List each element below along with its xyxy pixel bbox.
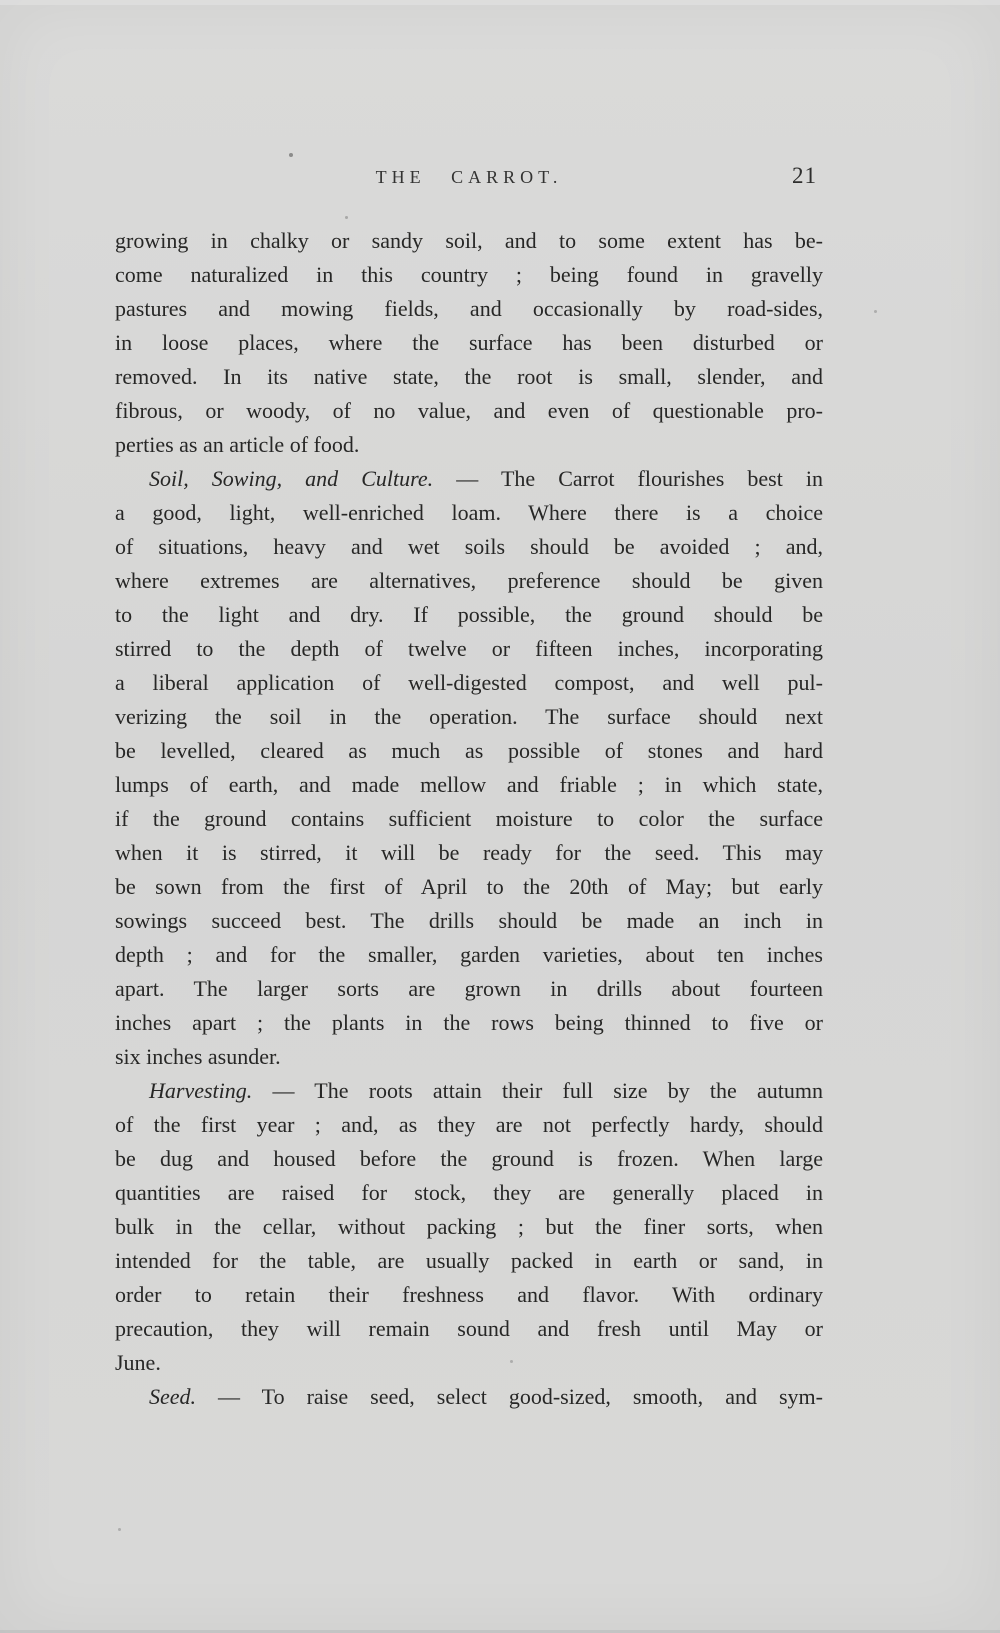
running-head-title: THE CARROT. [375, 167, 563, 187]
text-line: depth ; and for the smaller, garden varieties, about ten inches [115, 942, 823, 967]
text-line: June. [115, 1350, 161, 1375]
text-line: if the ground contains sufficient moisture to color the surface [115, 806, 823, 831]
section-lead-italic: Seed. [149, 1384, 197, 1409]
text-line: bulk in the cellar, without packing ; but the finer sorts, when [115, 1214, 823, 1239]
text-line: in loose places, where the surface has been disturbed or [115, 330, 823, 355]
text-line: come naturalized in this country ; being found in gravelly [115, 262, 823, 287]
text-line: sowings succeed best. The drills should be made an inch in [115, 908, 823, 933]
text-line: inches apart ; the plants in the rows being thinned to five or [115, 1010, 823, 1035]
text-line: a liberal application of well-digested compost, and well pul- [115, 670, 823, 695]
text-line: stirred to the depth of twelve or fifteen inches, incorporating [115, 636, 823, 661]
text-line: apart. The larger sorts are grown in drills about fourteen [115, 976, 823, 1001]
text-line: Seed. — To raise seed, select good-sized, smooth, and sym- [149, 1384, 823, 1409]
paragraph [115, 462, 823, 1074]
text-line: Harvesting. — The roots attain their full size by the autumn [149, 1078, 823, 1103]
text-line: when it is stirred, it will be ready for the seed. This may [115, 840, 823, 865]
scan-edge-top [0, 0, 1000, 5]
section-lead-italic: Harvesting. [149, 1078, 253, 1103]
text-line: fibrous, or woody, of no value, and even of questionable pro- [115, 398, 823, 423]
section-lead-italic: Soil, Sowing, and Culture. [149, 466, 434, 491]
text-line: of situations, heavy and wet soils should be avoided ; and, [115, 534, 823, 559]
text-line: be levelled, cleared as much as possible of stones and hard [115, 738, 823, 763]
text-line: Soil, Sowing, and Culture. — The Carrot flourishes best in [149, 466, 823, 491]
text-line: where extremes are alternatives, preference should be given [115, 568, 823, 593]
page-header [115, 163, 823, 193]
scan-speck [289, 153, 293, 157]
text-line: intended for the table, are usually packed in earth or sand, in [115, 1248, 823, 1273]
paragraph [115, 1074, 823, 1380]
text-line: a good, light, well-enriched loam. Where there is a choice [115, 500, 823, 525]
text-line: be sown from the first of April to the 20th of May; but early [115, 874, 823, 899]
text-line: verizing the soil in the operation. The surface should next [115, 704, 823, 729]
text-line: to the light and dry. If possible, the ground should be [115, 602, 823, 627]
text-line: six inches asunder. [115, 1044, 281, 1069]
text-line: order to retain their freshness and flavor. With ordinary [115, 1282, 823, 1307]
text-line: be dug and housed before the ground is frozen. When large [115, 1146, 823, 1171]
text-line: lumps of earth, and made mellow and friable ; in which state, [115, 772, 823, 797]
text-line: of the first year ; and, as they are not perfectly hardy, should [115, 1112, 823, 1137]
text-line: removed. In its native state, the root is small, slender, and [115, 364, 823, 389]
page-number: 21 [792, 163, 817, 188]
paragraph [115, 1380, 823, 1414]
text-line: perties as an article of food. [115, 432, 360, 457]
scan-speck [118, 1528, 121, 1531]
text-line: growing in chalky or sandy soil, and to some extent has be- [115, 228, 823, 253]
text-block [115, 224, 823, 1414]
scan-speck [874, 310, 877, 313]
text-line: pastures and mowing fields, and occasionally by road-sides, [115, 296, 823, 321]
paragraph [115, 224, 823, 462]
scan-speck [345, 216, 348, 219]
text-line: quantities are raised for stock, they are generally placed in [115, 1180, 823, 1205]
text-line: precaution, they will remain sound and fresh until May or [115, 1316, 823, 1341]
